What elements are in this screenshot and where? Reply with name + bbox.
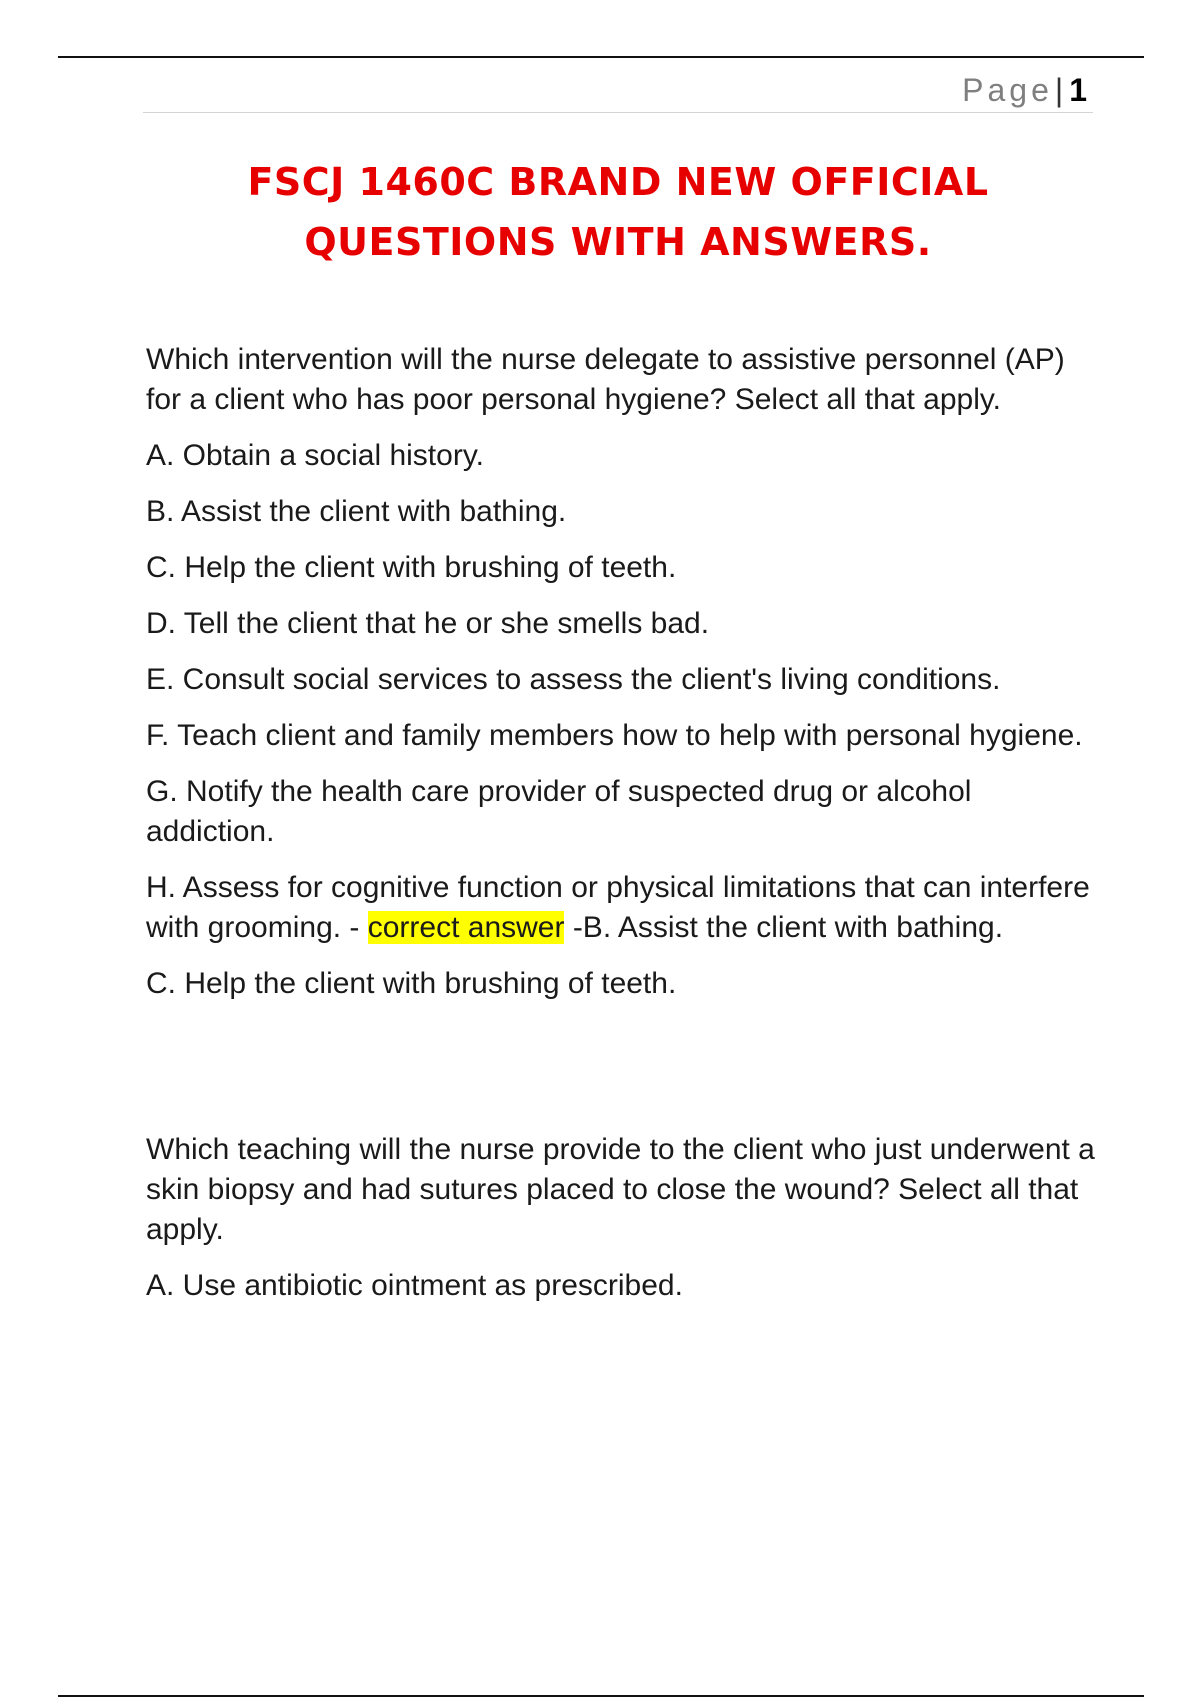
option-b: B. Assist the client with bathing. xyxy=(146,495,567,528)
option-h-text: H. Assess for cognitive function or physical limitations that can interfere with grooming. - xyxy=(146,871,1090,944)
page-header xyxy=(143,66,1093,113)
question-block-2 xyxy=(146,1130,1096,1306)
option-g: G. Notify the health care provider of suspected drug or alcohol addiction. xyxy=(146,775,972,848)
page-number: 1 xyxy=(1069,72,1087,108)
option-f: F. Teach client and family members how to help with personal hygiene. xyxy=(146,719,1083,752)
bottom-border-line xyxy=(58,1695,1144,1697)
option-a: A. Obtain a social history. xyxy=(146,439,484,472)
option-c: C. Help the client with brushing of teeth. xyxy=(146,551,677,584)
title-line-1: FSCJ 1460C BRAND NEW OFFICIAL xyxy=(247,160,989,204)
option-d: D. Tell the client that he or she smells bad. xyxy=(146,607,710,640)
page-separator: | xyxy=(1054,72,1064,108)
question-block-1 xyxy=(146,340,1096,1004)
answer-extra: C. Help the client with brushing of teeth. xyxy=(146,967,677,1000)
option-a: A. Use antibiotic ointment as prescribed. xyxy=(146,1269,683,1302)
correct-answer-highlight: correct answer xyxy=(367,911,565,944)
document-title xyxy=(143,152,1093,272)
title-line-2: QUESTIONS WITH ANSWERS. xyxy=(304,220,932,264)
document-body xyxy=(146,340,1096,1322)
question-prompt: Which teaching will the nurse provide to the client who just underwent a skin biopsy and had sutures placed to close the wound? Select all that apply. xyxy=(146,1133,1095,1246)
top-border-line xyxy=(58,56,1144,58)
page-indicator xyxy=(962,70,1087,110)
question-prompt: Which intervention will the nurse delegate to assistive personnel (AP) for a client who has poor personal hygiene? Select all that apply. xyxy=(146,343,1065,416)
option-e: E. Consult social services to assess the client's living conditions. xyxy=(146,663,1001,696)
answer-text: -B. Assist the client with bathing. xyxy=(564,911,1004,944)
option-h-with-answer xyxy=(146,868,1096,948)
page-word: Page xyxy=(962,72,1053,108)
answer-options xyxy=(146,436,1096,1004)
answer-options xyxy=(146,1266,1096,1306)
